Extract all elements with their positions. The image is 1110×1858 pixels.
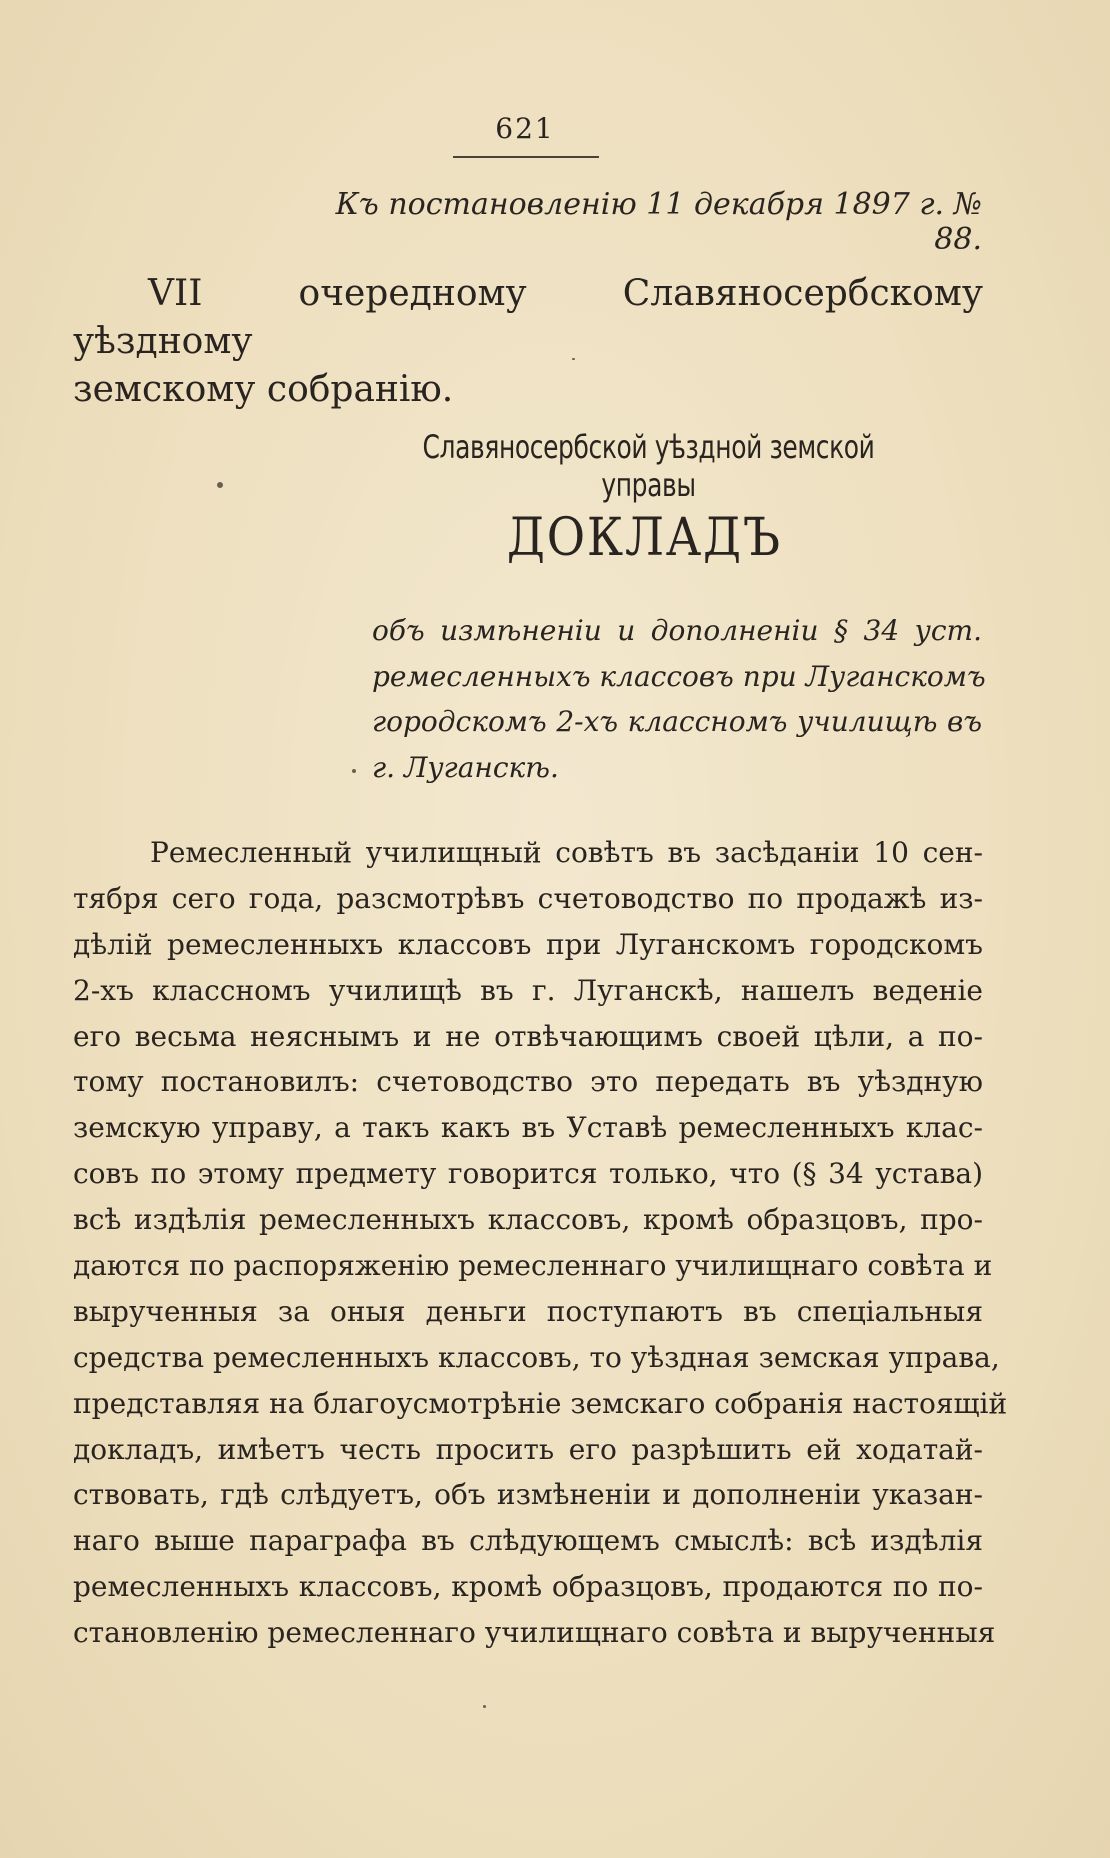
body-line: Ремесленный училищный совѣтъ въ засѣданіи 10 сен- <box>150 836 983 869</box>
page-number-rule <box>453 156 599 158</box>
body-line: докладъ, имѣетъ честь просить его разрѣшить ей ходатай- <box>73 1432 983 1466</box>
body-line: тому постановилъ: счетоводство это передать въ уѣздную <box>73 1065 983 1099</box>
body-line: тября сего года, разсмотрѣвъ счетоводство по продажѣ из- <box>73 881 983 915</box>
body-line: средства ремесленныхъ классовъ, то уѣздная земская управа, <box>73 1340 1000 1374</box>
subject-line: ремесленныхъ классовъ при Луганскомъ <box>372 659 986 693</box>
addressee-line-1: VII очередному Славяносербскому уѣздному <box>73 273 983 362</box>
body-line: его весьма неяснымъ и не отвѣчающимъ своей цѣли, а по- <box>73 1019 983 1053</box>
body-line: наго выше параграфа въ слѣдующемъ смыслѣ: всѣ издѣлія <box>73 1524 983 1558</box>
subject-line: объ измѣненіи и дополненіи § 34 уст. <box>372 614 982 647</box>
addressee-heading <box>73 270 983 414</box>
organization-line: Славяносербской уѣздной земской управы <box>422 428 875 504</box>
subject-line: городскомъ 2-хъ классномъ училищѣ въ <box>372 705 982 738</box>
body-line: становленію ремесленнаго училищнаго совѣта и вырученныя <box>73 1616 996 1650</box>
body-line: представляя на благоусмотрѣніе земскаго собранія настоящій <box>73 1386 1008 1420</box>
page-number: 621 <box>495 112 555 145</box>
body-line: ремесленныхъ классовъ, кромѣ образцовъ, продаются по по- <box>73 1570 983 1604</box>
body-paragraph <box>73 830 1008 1656</box>
body-line: ствовать, гдѣ слѣдуетъ, объ измѣненіи и дополненіи указан- <box>73 1478 983 1512</box>
paper-speck <box>483 1705 486 1708</box>
paper-speck <box>352 769 356 773</box>
body-line: вырученныя за оныя деньги поступаютъ въ спеціальныя <box>73 1294 983 1328</box>
report-subject <box>372 608 986 790</box>
document-title: ДОКЛАДЪ <box>506 508 782 568</box>
body-line: земскую управу, а такъ какъ въ Уставѣ ремесленныхъ клас- <box>73 1111 983 1145</box>
body-line: 2-хъ классномъ училищѣ въ г. Луганскѣ, нашелъ веденіе <box>73 973 983 1007</box>
body-line: всѣ издѣлія ремесленныхъ классовъ, кромѣ образцовъ, про- <box>73 1203 983 1237</box>
body-line: совъ по этому предмету говорится только, что (§ 34 устава) <box>73 1157 983 1191</box>
paper-speck <box>572 358 575 360</box>
addressee-line-2: земскому собранію. <box>73 369 454 410</box>
body-line: дѣлій ремесленныхъ классовъ при Луганскомъ городскомъ <box>73 927 983 961</box>
subject-line: г. Луганскѣ. <box>372 750 559 784</box>
paper-speck <box>217 482 223 488</box>
resolution-reference: Къ постановленію 11 декабря 1897 г. № 88. <box>335 187 982 257</box>
body-line: даются по распоряженію ремесленнаго училищнаго совѣта и <box>73 1249 993 1283</box>
